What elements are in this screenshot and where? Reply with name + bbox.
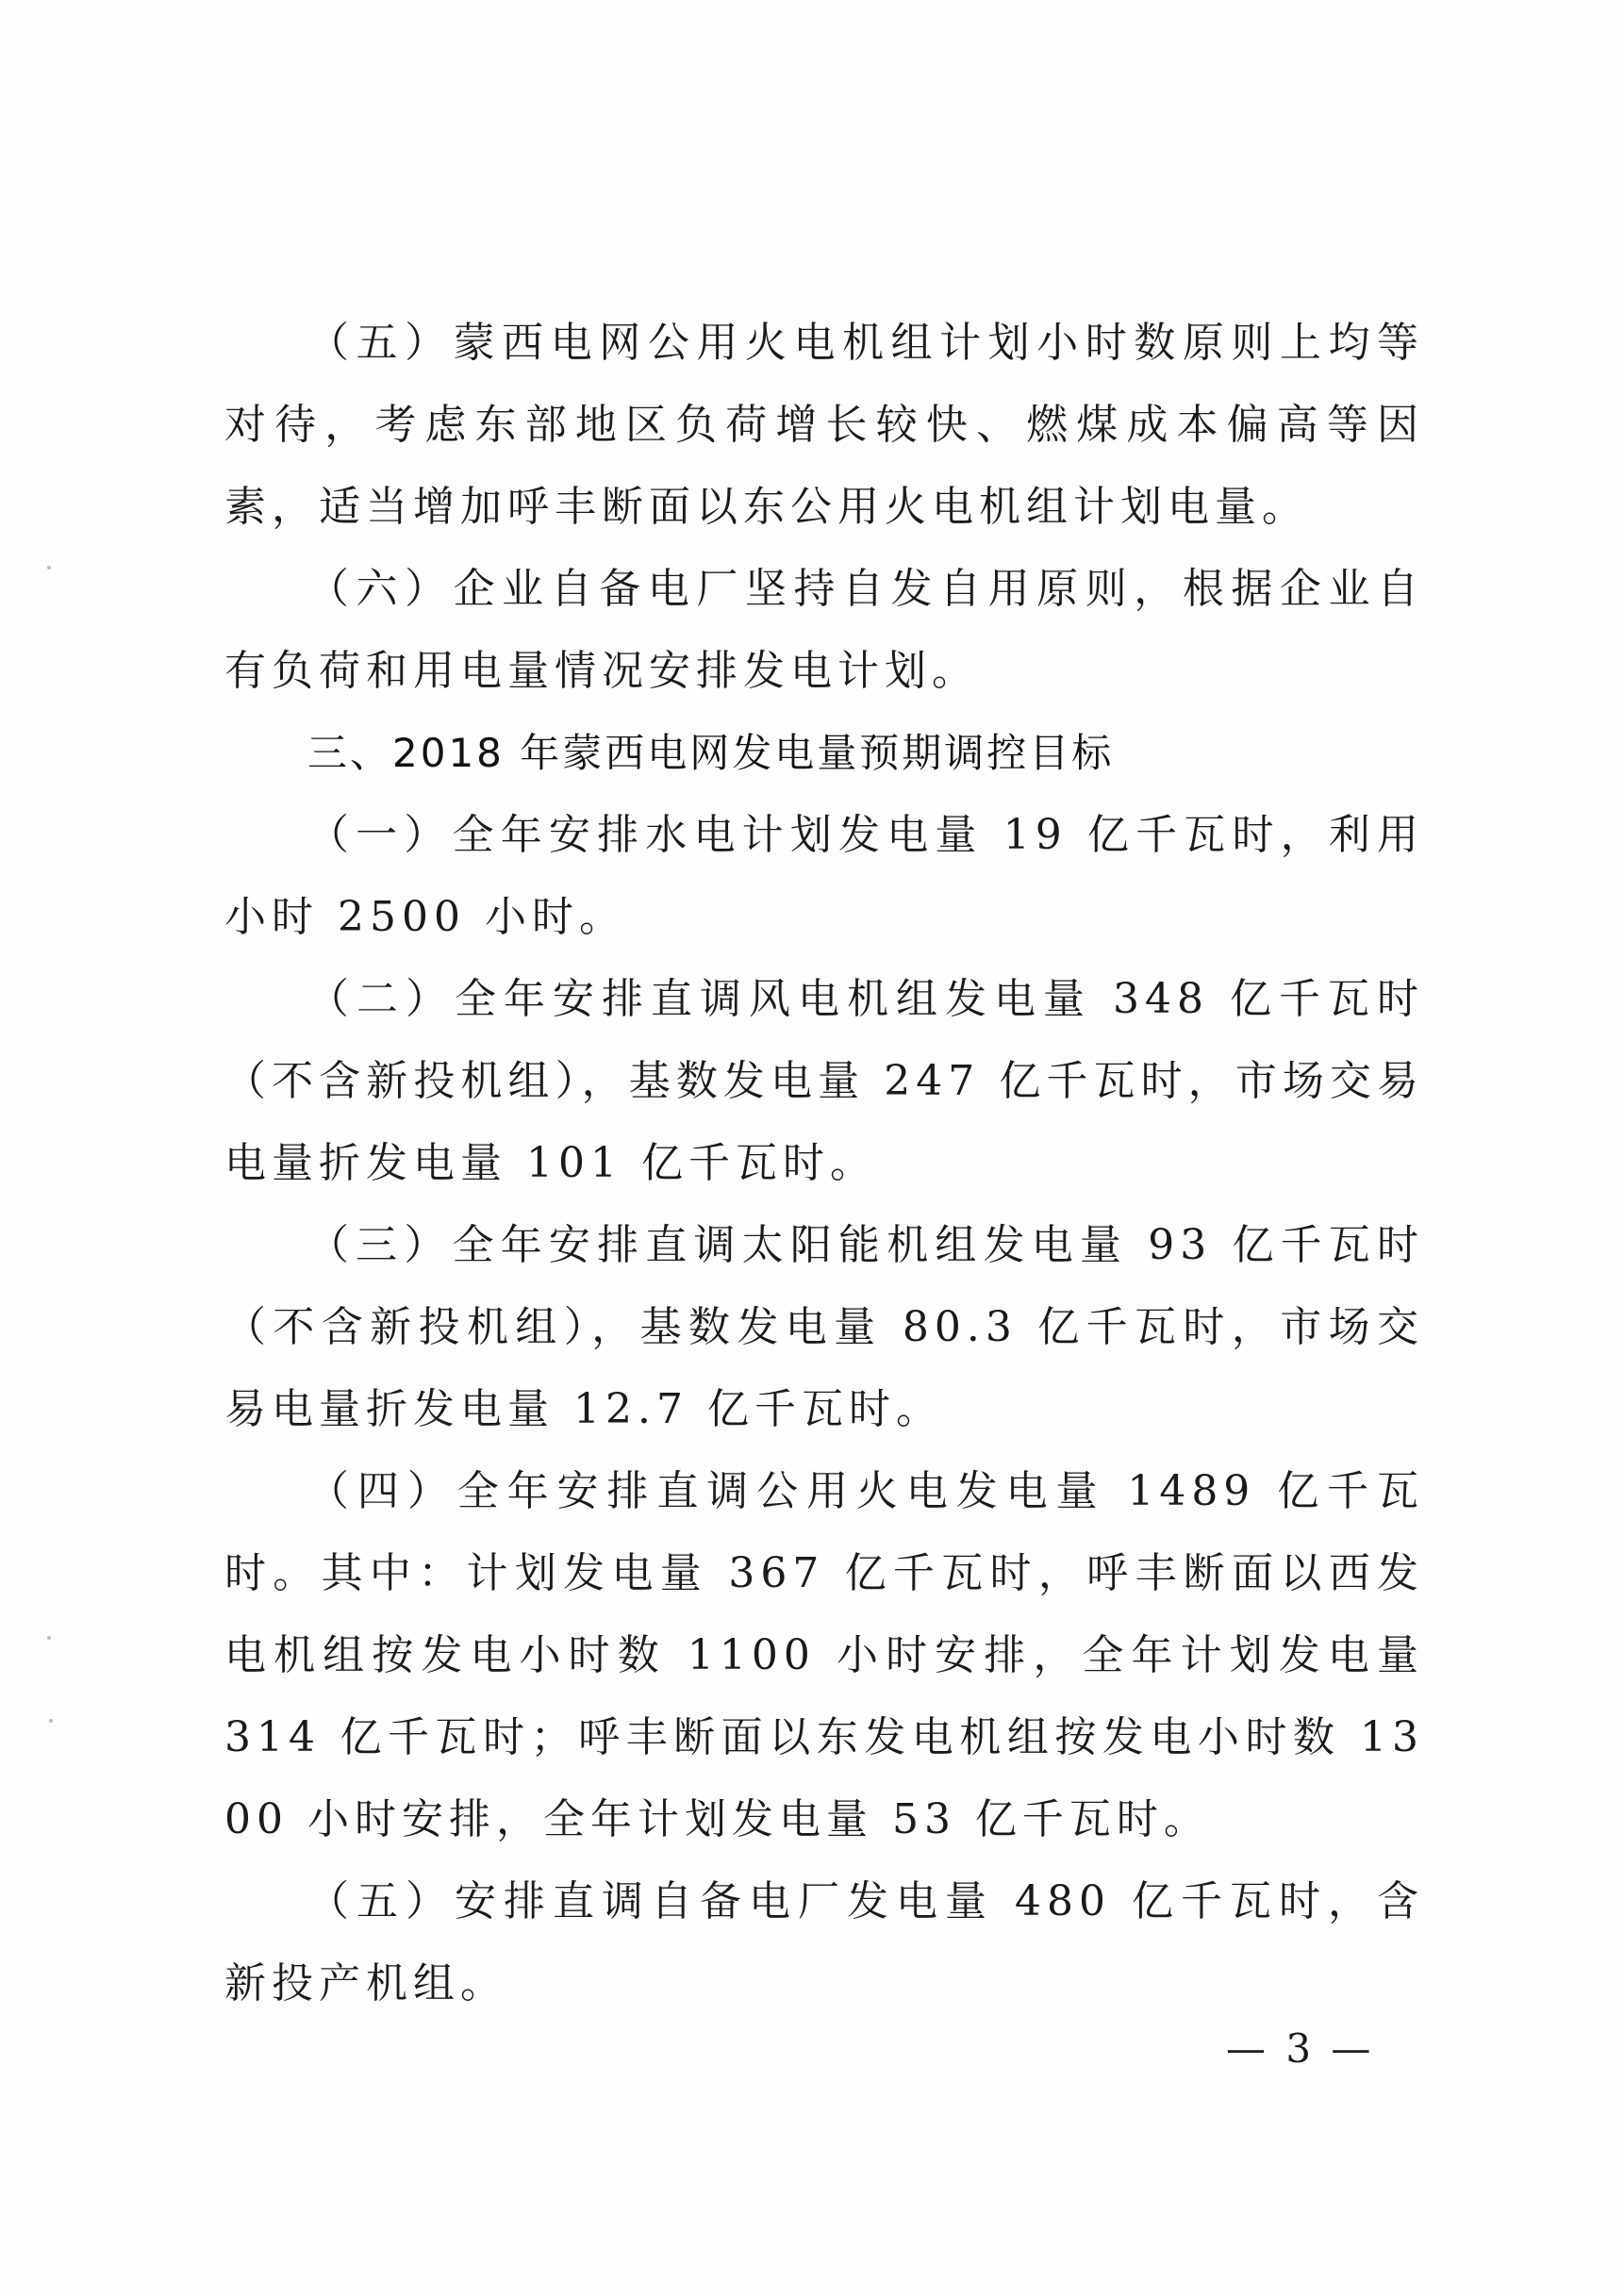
item-hydro: （一）全年安排水电计划发电量 19 亿千瓦时，利用小时 2500 小时。 xyxy=(224,811,1424,941)
item-wind: （二）全年安排直调风电机组发电量 348 亿千瓦时（不含新投机组），基数发电量 247 亿千瓦时，市场交易电量折发电量 101 亿千瓦时。 xyxy=(224,975,1424,1187)
page-number: — 3 — xyxy=(1226,2025,1375,2072)
item-solar: （三）全年安排直调太阳能机组发电量 93 亿千瓦时（不含新投机组），基数发电量 80.3 亿千瓦时，市场交易电量折发电量 12.7 亿千瓦时。 xyxy=(224,1221,1424,1433)
document-body xyxy=(224,302,1424,2024)
item-thermal: （四）全年安排直调公用火电发电量 1489 亿千瓦时。其中：计划发电量 367 亿千瓦时，呼丰断面以西发电机组按发电小时数 1100 小时安排，全年计划发电量 314 亿千瓦时；呼丰断面以东发电机组按发电小时数 1300 小时安排，全年计划发电量 53 亿千瓦时。 xyxy=(224,1467,1424,1843)
section-heading: 三、2018 年蒙西电网发电量预期调控目标 xyxy=(307,730,1115,776)
paragraph-self-power-plants: （六）企业自备电厂坚持自发自用原则，根据企业自有负荷和用电量情况安排发电计划。 xyxy=(224,565,1424,695)
paragraph-thermal-hours: （五）蒙西电网公用火电机组计划小时数原则上均等对待，考虑东部地区负荷增长较快、燃煤成本偏高等因素，适当增加呼丰断面以东公用火电机组计划电量。 xyxy=(224,319,1424,531)
scan-dot xyxy=(49,1719,53,1723)
scan-dot xyxy=(47,566,51,570)
item-self-power: （五）安排直调自备电厂发电量 480 亿千瓦时，含新投产机组。 xyxy=(224,1877,1424,2007)
scan-dot xyxy=(47,1636,51,1640)
